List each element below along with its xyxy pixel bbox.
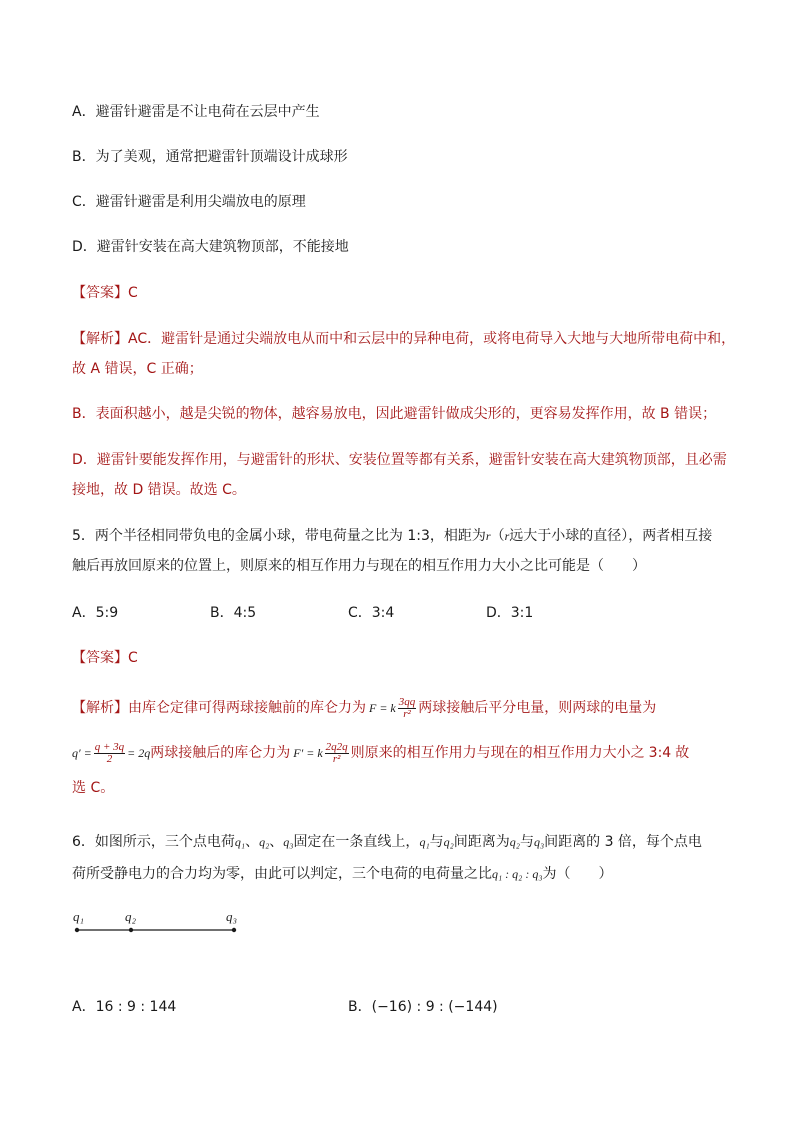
q6-stem-part3: 与 [429,834,444,850]
q5-formula-f-lhs: F = k [369,701,396,715]
q6-q3-symbol: q₃ [283,835,294,849]
q5-formula-f2-den: r² [332,752,341,765]
q6-option-b: B．(−16) : 9 : (−144) [348,999,498,1015]
q6-q2-symbol: q₂ [259,835,270,849]
q6-ratio-expression: q₁ : q₂ : q₃ [492,867,543,881]
q4-analysis-line3: B．表面积越小，越是尖锐的物体，越容易放电，因此避雷针做成尖形的，更容易发挥作用，故 B 错误； [72,406,717,422]
q5-formula-f-num: 3qq [398,695,416,708]
q5-analysis-line3: 选 C。 [72,780,115,796]
q4-analysis-line5: 接地，故 D 错误。故选 C。 [72,482,246,498]
q5-formula-f2-num: 2q2q [325,740,348,753]
q5-analysis-ratio: 3:4 [648,745,672,761]
q4-answer: 【答案】C [72,285,138,301]
q5-formula-q-den: 2 [106,752,113,765]
q6-option-a: A．16 : 9 : 144 [72,999,177,1015]
q6-stem-part5: 与 [519,834,534,850]
q5-analysis-text3: 两球接触后的库仑力为 [150,745,291,761]
q4-option-a: A．避雷针避雷是不让电荷在云层中产生 [72,104,320,120]
q6-q3-ref: q₃ [533,835,545,849]
q4-analysis-line2: 故 A 错误，C 正确； [72,361,203,377]
q4-option-c: C．避雷针避雷是利用尖端放电的原理 [72,194,306,210]
q6-label-q1: q₁ [73,909,85,924]
q5-formula-f-den: r² [403,707,411,720]
q5-stem-line2: 触后再放回原来的位置上，则原来的相互作用力与现在的相互作用力大小之比可能是（ ） [72,558,646,574]
q6-charges-diagram [72,905,252,945]
q6-point-q3 [232,928,236,932]
q5-formula-f2-lhs: F′ = k [293,746,323,760]
q6-q1-ref: q₁ [419,835,430,849]
q5-analysis-text4: 则原来的相互作用力与现在的相互作用力大小之 [350,745,645,761]
q6-label-q3: q₃ [226,909,238,924]
q6-q1-symbol: q₁ [234,835,246,849]
q5-option-a: A．5:9 [72,605,119,621]
q5-formula-f2-fraction [325,742,349,765]
q6-point-q2 [129,928,133,932]
q5-analysis-text5: 故 [675,745,690,761]
q6-stem-line2 [72,865,613,883]
q6-stem-line2-b: 为（ ） [542,866,613,882]
q5-option-c: C．3:4 [348,605,395,621]
q4-analysis-line1: 【解析】AC．避雷针是通过尖端放电从而中和云层中的异种电荷，或将电荷导入大地与大地所带电荷中和， [72,331,736,347]
q5-r-symbol: r [485,529,491,543]
q5-option-d: D．3:1 [486,605,534,621]
q5-stem-part1: 5．两个半径相同带负电的金属小球，带电荷量之比为 1:3，相距为 [72,528,486,544]
q5-formula-q-fraction [94,742,125,765]
q5-formula-q-lhs: q′ = [72,746,92,760]
q5-stem-paren: （ [490,528,505,544]
q5-analysis-lead: 【解析】 [72,700,128,716]
q6-q2-ref-2: q₂ [509,835,520,849]
q6-diagram-svg [72,905,252,945]
q4-option-b: B．为了美观，通常把避雷针顶端设计成球形 [72,149,348,165]
q6-stem-part2: 固定在一条直线上， [293,834,420,850]
q5-formula-q-num: q + 3q [94,740,125,753]
q5-r-symbol-2: r [504,529,510,543]
q5-analysis-line1 [72,692,656,724]
q4-option-d: D．避雷针安装在高大建筑物顶部，不能接地 [72,239,349,255]
q6-stem-part6: 间距离的 3 倍，每个点电 [544,834,702,850]
q6-stem-line2-a: 荷所受静电力的合力均为零，由此可以判定，三个电荷的电荷量之比 [72,866,492,882]
q6-sep-2: 、 [269,834,284,850]
q5-option-b: B．4:5 [210,605,257,621]
q5-analysis-line2 [72,736,689,770]
q6-stem-line1 [72,833,702,851]
q5-formula-q-rhs: = 2q [127,746,151,760]
q5-stem-line1 [72,527,712,545]
q6-stem-part1: 6．如图所示，三个点电荷 [72,834,235,850]
q5-answer: 【答案】C [72,650,138,666]
q5-stem-part2: 远大于小球的直径），两者相互接 [509,528,713,544]
q6-q2-ref: q₂ [443,835,454,849]
q6-label-q2: q₂ [125,909,137,924]
q6-point-q1 [75,928,79,932]
q5-analysis-text2: 两球接触后平分电量，则两球的电量为 [418,700,657,716]
q4-analysis-line4: D．避雷针要能发挥作用，与避雷针的形状、安装位置等都有关系，避雷针安装在高大建筑物顶部，且必需 [72,452,727,468]
q5-analysis-text1: 由库仑定律可得两球接触前的库仑力为 [128,700,366,716]
q5-formula-f-fraction [398,697,417,720]
q6-stem-part4: 间距离为 [453,834,510,850]
q6-sep-1: 、 [245,834,260,850]
